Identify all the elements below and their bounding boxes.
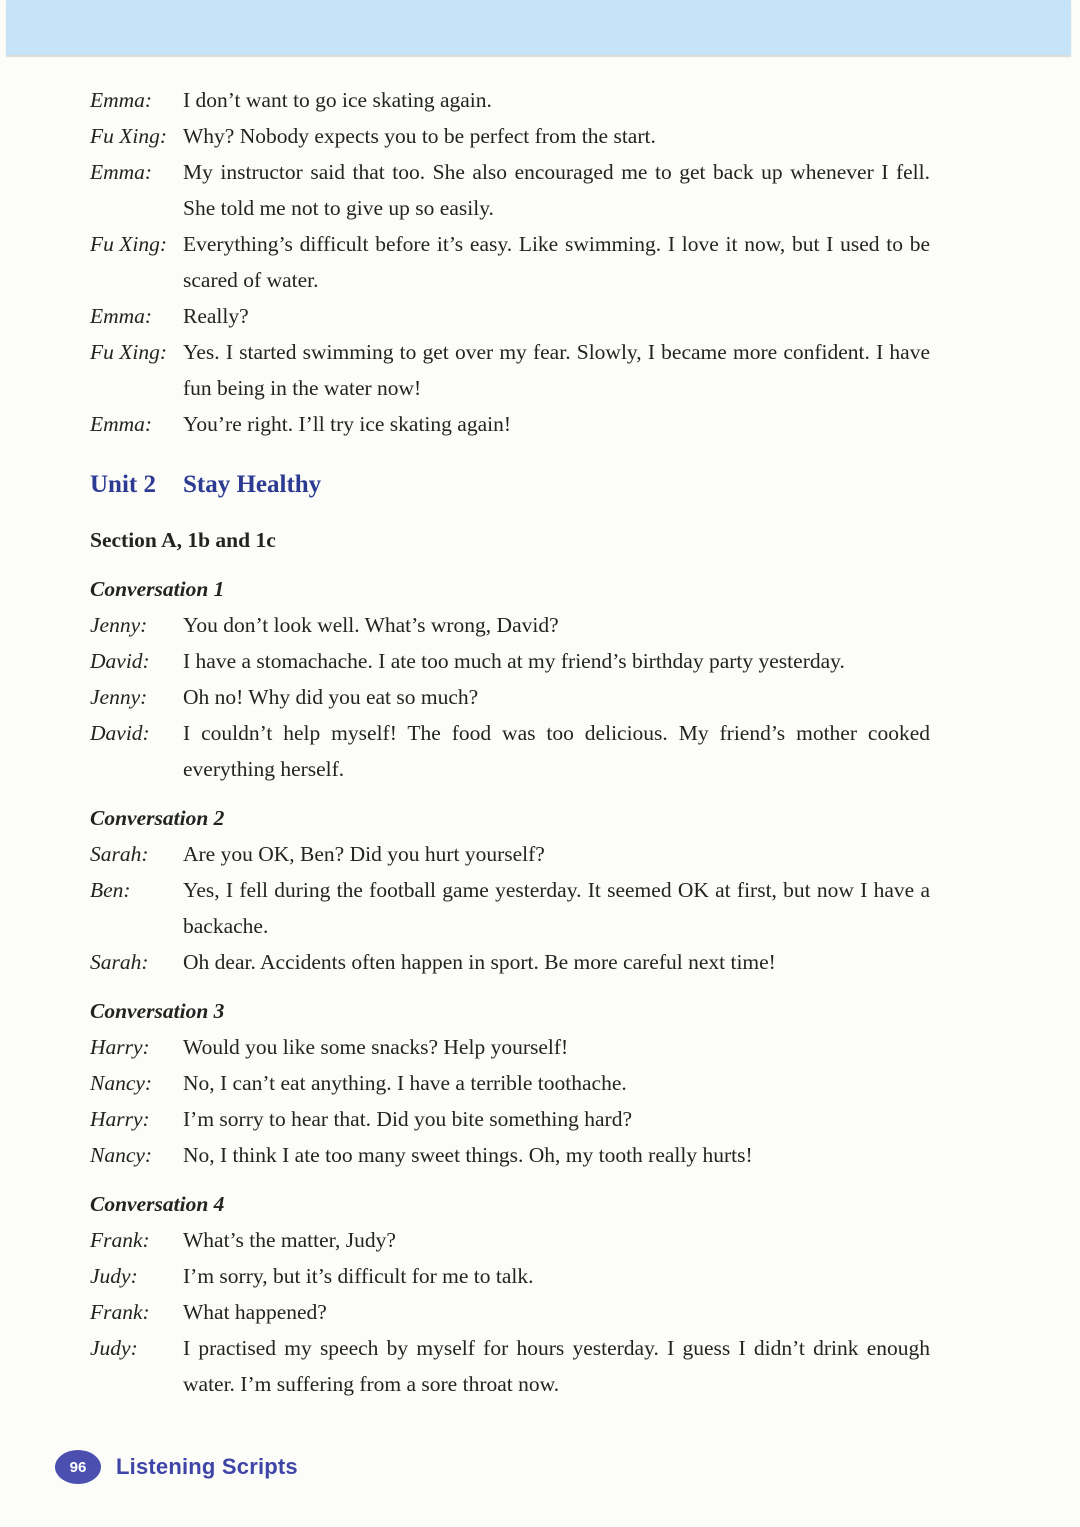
dialogue-text: You don’t look well. What’s wrong, David? xyxy=(183,613,559,637)
dialogue-text: No, I think I ate too many sweet things. Oh, my tooth really hurts! xyxy=(183,1143,753,1167)
speaker-name: Emma: xyxy=(90,88,153,112)
speaker-name: Fu Xing: xyxy=(90,124,168,148)
dialogue-text: Why? Nobody expects you to be perfect from the start. xyxy=(183,124,656,148)
speaker-name: Frank: xyxy=(90,1300,150,1324)
dialogue-turn xyxy=(90,82,930,118)
dialogue-turn xyxy=(90,679,930,715)
dialogue-text: Oh dear. Accidents often happen in sport. Be more careful next time! xyxy=(183,950,776,974)
dialogue-turn xyxy=(90,715,930,787)
unit-number: Unit 2 xyxy=(90,471,156,498)
dialogue-turn xyxy=(90,334,930,406)
dialogue-turn xyxy=(90,1258,930,1294)
dialogue-text: Yes, I fell during the football game yesterday. It seemed OK at first, but now I have a backache. xyxy=(183,878,930,938)
speaker-name: Harry: xyxy=(90,1107,150,1131)
speaker-name: Frank: xyxy=(90,1228,150,1252)
unit-title: Stay Healthy xyxy=(182,471,322,498)
conversation-title: Conversation 3 xyxy=(90,999,225,1023)
speaker-name: Harry: xyxy=(90,1035,150,1059)
dialogue-turn xyxy=(90,1294,930,1330)
dialogue-text: Oh no! Why did you eat so much? xyxy=(183,685,479,709)
page-number-badge: 96 xyxy=(55,1450,101,1484)
dialogue-turn xyxy=(90,1065,930,1101)
speaker-name: Judy: xyxy=(90,1264,138,1288)
dialogue-text: You’re right. I’ll try ice skating again! xyxy=(183,412,512,436)
dialogue-text: My instructor said that too. She also encouraged me to get back up whenever I fell. She told me not to give up so easily. xyxy=(183,160,930,220)
dialogue-turn xyxy=(90,944,930,980)
dialogue-text: I have a stomachache. I ate too much at my friend’s birthday party yesterday. xyxy=(183,649,845,673)
unit-heading xyxy=(90,468,930,502)
speaker-name: Jenny: xyxy=(90,613,148,637)
speaker-name: Jenny: xyxy=(90,685,148,709)
header-band xyxy=(6,0,1071,55)
page-content xyxy=(90,82,930,1402)
page-footer xyxy=(55,1450,298,1484)
dialogue-turn xyxy=(90,1137,930,1173)
dialogue-text: Really? xyxy=(183,304,249,328)
dialogue-text: I don’t want to go ice skating again. xyxy=(183,88,492,112)
conversation-title: Conversation 1 xyxy=(90,577,225,601)
speaker-name: Nancy: xyxy=(90,1071,153,1095)
dialogue-text: I’m sorry to hear that. Did you bite something hard? xyxy=(183,1107,633,1131)
conversation-title: Conversation 4 xyxy=(90,1192,225,1216)
dialogue-text: No, I can’t eat anything. I have a terrible toothache. xyxy=(183,1071,627,1095)
footer-title: Listening Scripts xyxy=(116,1454,298,1479)
speaker-name: Fu Xing: xyxy=(90,340,168,364)
dialogue-turn xyxy=(90,298,930,334)
dialogue-turn xyxy=(90,118,930,154)
speaker-name: Nancy: xyxy=(90,1143,153,1167)
speaker-name: Sarah: xyxy=(90,950,149,974)
dialogue-turn xyxy=(90,872,930,944)
speaker-name: Emma: xyxy=(90,412,153,436)
dialogue-turn xyxy=(90,1101,930,1137)
dialogue-turn xyxy=(90,607,930,643)
dialogue-text: Would you like some snacks? Help yourself! xyxy=(183,1035,569,1059)
dialogue-text: Everything’s difficult before it’s easy. Like swimming. I love it now, but I used to be scared of water. xyxy=(183,232,930,292)
dialogue-turn xyxy=(90,226,930,298)
speaker-name: David: xyxy=(90,721,150,745)
speaker-name: Emma: xyxy=(90,160,153,184)
section-label: Section A, 1b and 1c xyxy=(90,528,276,552)
dialogue-turn xyxy=(90,1222,930,1258)
speaker-name: Judy: xyxy=(90,1336,138,1360)
dialogue-turn xyxy=(90,1029,930,1065)
speaker-name: Fu Xing: xyxy=(90,232,168,256)
speaker-name: Sarah: xyxy=(90,842,149,866)
conversation-title: Conversation 2 xyxy=(90,806,225,830)
dialogue-turn xyxy=(90,154,930,226)
dialogue-text: I practised my speech by myself for hours yesterday. I guess I didn’t drink enough water. I’m suffering from a sore throat now. xyxy=(183,1336,930,1396)
speaker-name: Ben: xyxy=(90,878,131,902)
dialogue-text: I couldn’t help myself! The food was too delicious. My friend’s mother cooked everything herself. xyxy=(183,721,930,781)
dialogue-turn xyxy=(90,1330,930,1402)
dialogue-turn xyxy=(90,836,930,872)
speaker-name: David: xyxy=(90,649,150,673)
speaker-name: Emma: xyxy=(90,304,153,328)
dialogue-text: What’s the matter, Judy? xyxy=(183,1228,396,1252)
dialogue-text: Yes. I started swimming to get over my fear. Slowly, I became more confident. I have fun being in the water now! xyxy=(183,340,930,400)
dialogue-text: Are you OK, Ben? Did you hurt yourself? xyxy=(183,842,545,866)
dialogue-text: What happened? xyxy=(183,1300,327,1324)
dialogue-text: I’m sorry, but it’s difficult for me to talk. xyxy=(183,1264,534,1288)
dialogue-turn xyxy=(90,406,930,442)
dialogue-turn xyxy=(90,643,930,679)
